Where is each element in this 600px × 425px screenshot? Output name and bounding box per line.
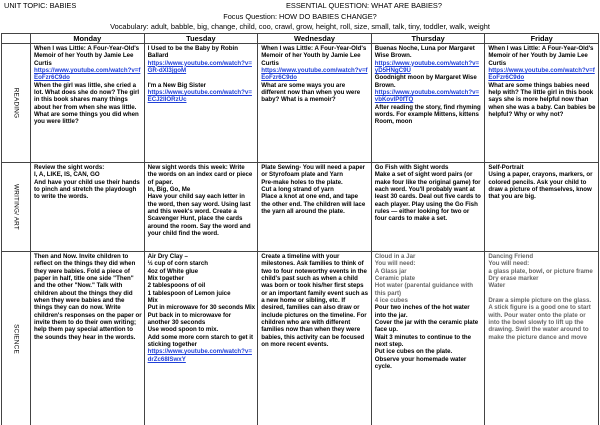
writing-thursday [371, 163, 485, 252]
cell-text-line: 1 tablespoon of Lemon juice [147, 289, 231, 297]
writing-friday [485, 163, 599, 252]
cell-text-line: Pour two inches of the hot water into the jar. [374, 304, 470, 319]
cell-text-line [488, 290, 596, 297]
cell-text-line: When I was Little: A Four-Year-Old's Memoir of her Youth by Jamie Lee Curtis [261, 45, 367, 67]
reading-row [2, 44, 599, 163]
row-label-writing-art [2, 163, 31, 252]
reading-monday [31, 44, 145, 163]
cell-text-line: When I was Little: A Four-Year-Old's Memoir of her Youth by Jamie Lee Curtis [488, 45, 594, 67]
cell-text-line: You will need: [374, 260, 416, 268]
cell-text-line: Put back in to microwave for another 30 seconds [147, 311, 232, 327]
science-row [2, 252, 599, 425]
cell-text-line: What are some things babies need help with? The little girl in this book says she is more helpful now than when she was a baby. Can babies be helpful? Why or why not? [488, 81, 596, 119]
writing-monday [31, 163, 145, 252]
row-label-reading-text: READING [12, 87, 20, 119]
cell-text-line: Cover the jar with the ceramic plate face up. [374, 319, 479, 334]
cell-text-line: Dancing Friend [488, 253, 534, 260]
cell-text-line: Mix together [147, 275, 185, 283]
cell-text-line: Place a knot at one end, and tape the other end. The children will lace the yarn all around the plate. [261, 193, 366, 216]
cell-text-line: I'm a New Big Sister [147, 81, 207, 89]
cell-text-line: Self-Portrait [488, 164, 524, 171]
science-monday [31, 252, 145, 425]
row-label-reading [2, 44, 31, 163]
cell-text-line: Water [488, 282, 506, 290]
cell-text-line: Air Dry Clay – [147, 253, 188, 260]
focus-question: Focus Question: HOW DO BABIES CHANGE? [223, 12, 377, 21]
day-tuesday: Tuesday [144, 34, 258, 44]
cell-text-line: Put in microwave for 30 seconds Mix [147, 304, 256, 312]
cell-text-line: Observe your homemade water cycle. [374, 355, 467, 371]
cell-text-line: 4oz of White glue [147, 267, 199, 275]
cell-text-line: a glass plate, bowl, or picture frame [488, 267, 593, 275]
cell-text-line: Then and Now. Invite children to reflect on the things they did when they were babies. Fold a piece of paper in half, title one side "Then" and the other "Now." Talk with children about the things they did when they were babies and the things they can do now. Write children's responses on the paper or invite them to do their own writing; help them pay special attention to the sounds they hear in the words. [34, 253, 142, 341]
day-friday: Friday [485, 34, 599, 44]
row-label-science [2, 252, 31, 425]
unit-topic: UNIT TOPIC: BABIES [4, 1, 77, 10]
science-friday [485, 252, 599, 425]
cell-text-line: Have your child say each letter in the word, then say word. Using last and this week's word. Create a Scavenger Hunt, place the cards around the room. Say the word and your child find the word. [147, 193, 251, 238]
lesson-plan-table [1, 33, 599, 425]
cell-text-line: Use wood spoon to mix. [147, 326, 219, 334]
cell-text-line: When the girl was little, she cried a lot. What does she do now? The girl in this book shares many things about her from when she was little. What are some things you did when you were little? [34, 81, 140, 126]
cell-text-line: Buenas Noche, Luna por Margaret Wise Brown. [374, 45, 475, 60]
cell-text-line: After reading the story, find rhyming words. For example Mittens, kittens [374, 103, 481, 119]
cell-text-line: Goodnight moon by Margaret Wise Brown. [374, 74, 477, 89]
cell-text-line: Create a timeline with your milestones. Ask families to think of two to four noteworthy events in the child's past such as when a child was born or took his/her first steps or an important family event such as a new home or sibling, etc. If desired, families can also draw or include pictures on the timeline. For children who are with different families now than when they were babies, this activity can be focused on more recent events. [261, 253, 368, 349]
cell-text-line: What are some ways you are different now than when you were baby? What is a memoir? [261, 81, 361, 104]
video-link[interactable]: https://www.youtube.com/watch?v=yD5HNgC9U [374, 59, 480, 75]
cell-text-line [148, 74, 256, 81]
science-wednesday [258, 252, 372, 425]
cell-text-line: You will need: [488, 260, 530, 268]
video-link[interactable]: https://www.youtube.com/watch?v=drZc68ISwxY [147, 348, 252, 363]
essential-question: ESSENTIAL QUESTION: WHAT ARE BABIES? [286, 1, 442, 10]
corner-cell [2, 34, 31, 44]
reading-thursday [371, 44, 485, 163]
cell-text-line: When I was Little: A Four-Year-Old's Memoir of her Youth by Jamie Lee Curtis [34, 45, 140, 67]
cell-text-line: Room, moon [374, 118, 413, 126]
cell-text-line: Pre-make holes to the plate. [261, 178, 343, 186]
cell-text-line: Hot water (parental guidance with this part) [374, 282, 474, 297]
video-link[interactable]: https://www.youtube.com/watch?v=fEoFzr6C9do [488, 67, 595, 82]
cell-text-line: Put ice cubes on the plate. [374, 348, 453, 356]
cell-text-line: In, Big, Go, Me [147, 186, 191, 194]
cell-text-line: New sight words this week: Write the words on an index card or piece of paper. [147, 164, 253, 186]
cell-text-line: Cloud in a Jar [374, 253, 416, 260]
cell-text-line: Draw a simple picture on the glass. A stick figure is a good one to start with. Pour water onto the plate or into the bowl slowly to lift up the drawing. Swirl the water around to make the picture dance and move [488, 297, 592, 341]
cell-text-line: Wait 3 minutes to continue to the next step. [374, 333, 472, 349]
cell-text-line: Go Fish with Sight words [374, 164, 449, 171]
cell-text-line: Dry erase marker [488, 275, 539, 283]
cell-text-line: Add some more corn starch to get it sticking together [147, 333, 254, 349]
video-link[interactable]: https://www.youtube.com/watch?v=GR-dXI3jgoM [147, 59, 252, 75]
cell-text-line: Ceramic plate [374, 275, 416, 283]
cell-text-line: And have your child use their hands to pinch and stretch the playdough to write the words. [34, 178, 140, 201]
cell-text-line: ½ cup of corn starch [147, 260, 208, 268]
cell-text-line: 4 ice cubes [374, 297, 408, 305]
cell-text-line: I Used to be the Baby by Robin Ballard [147, 45, 239, 60]
cell-text-line: Using a paper, crayons, markers, or colored pencils. Ask your child to draw a picture of themselves, know that you are big. [488, 171, 593, 201]
cell-text-line: Review the sight words: [34, 164, 105, 171]
cell-text-line: I, A, LIKE, IS, CAN, GO [34, 171, 100, 179]
video-link[interactable]: https://www.youtube.com/watch?v=vbKovIP0fTQ [374, 89, 480, 104]
writing-wednesday [258, 163, 372, 252]
video-link[interactable]: https://www.youtube.com/watch?v=ECJ2lIORzUc [147, 89, 252, 104]
cell-text-line: A Glass jar [374, 267, 407, 275]
row-label-science-text: SCIENCE [12, 323, 20, 354]
science-thursday [371, 252, 485, 425]
writing-tuesday [144, 163, 258, 252]
cell-text-line: 2 tablespoons of oil [147, 282, 206, 290]
row-label-writing-art-text: WRITING/ ART [12, 184, 20, 230]
reading-wednesday [258, 44, 372, 163]
day-header-row [2, 34, 599, 44]
writing-art-row [2, 163, 599, 252]
day-thursday: Thursday [371, 34, 485, 44]
science-tuesday [144, 252, 258, 425]
reading-friday [485, 44, 599, 163]
cell-text-line: Plate Sewing- You will need a paper or Styrofoam plate and Yarn [261, 164, 366, 179]
cell-text-line: Cut a long strand of yarn [261, 186, 334, 194]
video-link[interactable]: https://www.youtube.com/watch?v=fEoFzr6C9do [261, 67, 368, 82]
day-wednesday: Wednesday [258, 34, 372, 44]
reading-tuesday [144, 44, 258, 163]
cell-text-line: Mix [147, 297, 158, 305]
vocabulary: Vocabulary: adult, babble, big, change, child, coo, crawl, grow, height, roll, size, small, talk, tiny, toddler, walk, weight [110, 22, 490, 31]
day-monday: Monday [31, 34, 145, 44]
cell-text-line: Make a set of sight word pairs (or make four like the original game) for each word. You'll probably want at least 30 cards. Deal out five cards to each player. Play using the Go Fish rules — either looking for two or four cards to make a set. [374, 171, 481, 223]
video-link[interactable]: https://www.youtube.com/watch?v=fEoFzr6C9do [34, 67, 141, 82]
